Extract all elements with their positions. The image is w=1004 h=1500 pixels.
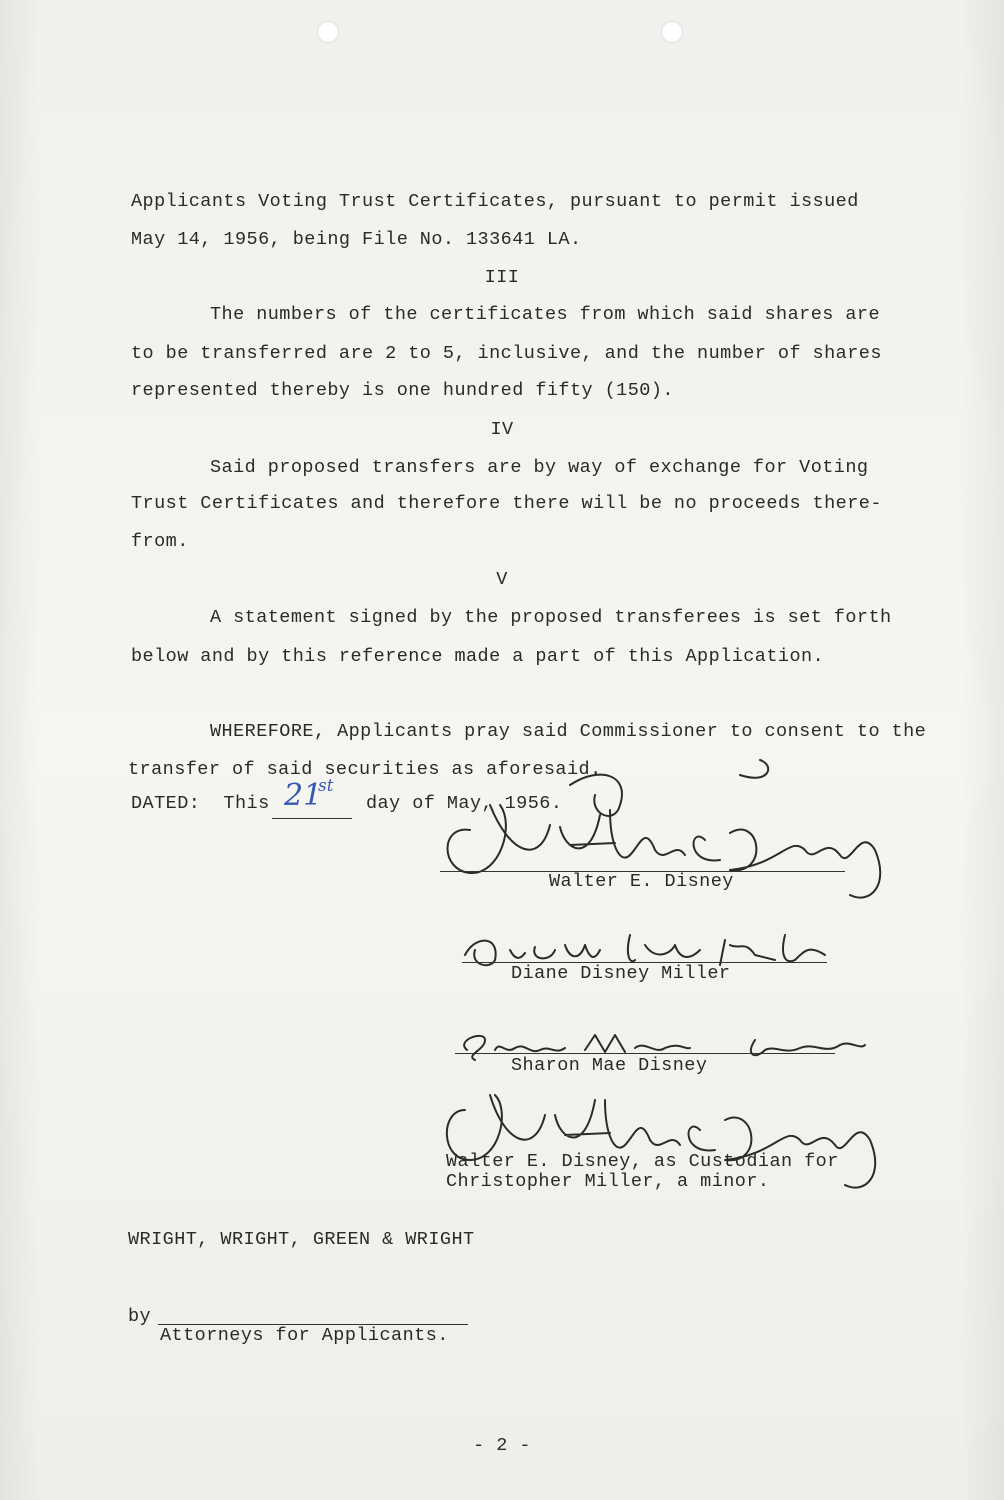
body-line-12: transfer of said securities as aforesaid. bbox=[128, 759, 602, 780]
signature-line-3 bbox=[455, 1053, 835, 1054]
dated-prefix: DATED: This bbox=[131, 793, 270, 814]
law-firm-name: WRIGHT, WRIGHT, GREEN & WRIGHT bbox=[128, 1229, 475, 1250]
body-line-8: from. bbox=[131, 531, 189, 552]
section-heading-iv: IV bbox=[490, 419, 514, 440]
handwritten-day-suffix: st bbox=[318, 776, 334, 796]
body-line-11: WHEREFORE, Applicants pray said Commissioner to consent to the bbox=[210, 721, 927, 742]
body-line-10: below and by this reference made a part of this Application. bbox=[131, 646, 825, 667]
body-line-2: May 14, 1956, being File No. 133641 LA. bbox=[131, 229, 582, 250]
body-line-9: A statement signed by the proposed transferees is set forth bbox=[210, 607, 892, 628]
attorneys-label: Attorneys for Applicants. bbox=[160, 1325, 449, 1346]
body-line-4: to be transferred are 2 to 5, inclusive, and the number of shares bbox=[131, 343, 882, 364]
page-number: - 2 - bbox=[473, 1435, 531, 1456]
body-line-3: The numbers of the certificates from which said shares are bbox=[210, 304, 881, 325]
body-line-6: Said proposed transfers are by way of exchange for Voting bbox=[210, 457, 869, 478]
punch-hole bbox=[318, 22, 338, 42]
section-heading-iii: III bbox=[484, 267, 520, 288]
handwritten-day: 21 bbox=[284, 778, 323, 813]
section-heading-v: V bbox=[496, 569, 508, 590]
signatory-name-4-line-1: Walter E. Disney, as Custodian for bbox=[446, 1151, 839, 1172]
signatory-name-4-line-2: Christopher Miller, a minor. bbox=[446, 1171, 770, 1192]
body-line-7: Trust Certificates and therefore there will be no proceeds there- bbox=[131, 493, 882, 514]
punch-hole bbox=[662, 22, 682, 42]
signatory-name-1: Walter E. Disney bbox=[549, 871, 734, 892]
signatory-name-3: Sharon Mae Disney bbox=[511, 1055, 708, 1076]
date-blank-line bbox=[272, 818, 352, 819]
by-label: by bbox=[128, 1306, 152, 1327]
body-line-1: Applicants Voting Trust Certificates, pursuant to permit issued bbox=[131, 191, 859, 212]
dated-suffix: day of May, 1956. bbox=[366, 793, 563, 814]
body-line-5: represented thereby is one hundred fifty (150). bbox=[131, 380, 674, 401]
signatory-name-2: Diane Disney Miller bbox=[511, 963, 731, 984]
